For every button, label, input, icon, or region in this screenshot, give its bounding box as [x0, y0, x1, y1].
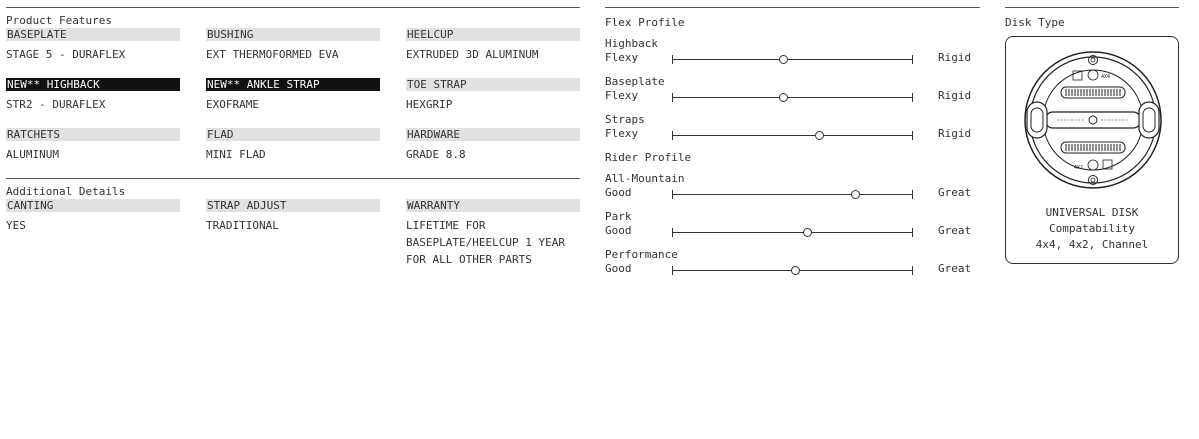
- profile-low-label: Flexy: [605, 89, 639, 102]
- profile-scale-track: [672, 59, 913, 60]
- feature-label: FLAD: [206, 128, 380, 141]
- disk-mark-bottom: 4X2: [1074, 165, 1084, 171]
- product-features-title: Product Features: [6, 14, 112, 27]
- profile-item-name: Baseplate: [605, 75, 665, 88]
- profile-scale-marker: [791, 266, 800, 275]
- profile-scale-track: [672, 97, 913, 98]
- profile-item-name: Park: [605, 210, 632, 223]
- detail-value: [206, 217, 380, 234]
- flex-item-baseplate: [605, 75, 980, 113]
- disk-name: UNIVERSAL DISK: [1045, 206, 1139, 219]
- disk-info: [1006, 205, 1178, 253]
- profiles-section: [605, 7, 980, 286]
- detail-value-line: LIFETIME FOR: [406, 219, 486, 232]
- disk-compat-label: Compatability: [1048, 222, 1136, 235]
- feature-value: ALUMINUM: [6, 148, 59, 161]
- top-divider: [6, 7, 580, 8]
- universal-disk-icon: [1023, 50, 1163, 190]
- profile-item-name: Performance: [605, 248, 678, 261]
- feature-value: GRADE 8.8: [406, 148, 466, 161]
- feature-label: RATCHETS: [6, 128, 180, 141]
- feature-toe-strap: [406, 78, 580, 128]
- feature-value: STAGE 5 - DURAFLEX: [6, 48, 126, 61]
- feature-baseplate: [6, 28, 180, 78]
- profile-high-label: Great: [938, 186, 972, 199]
- detail-value-line: YES: [6, 219, 26, 232]
- profile-scale-marker: [851, 190, 860, 199]
- rider-profile-title: Rider Profile: [605, 151, 692, 164]
- additional-details-grid: [6, 199, 580, 269]
- profile-high-label: Rigid: [938, 51, 972, 64]
- profile-scale-marker: [779, 93, 788, 102]
- feature-value: EXTRUDED 3D ALUMINUM: [406, 48, 539, 61]
- detail-value-line: TRADITIONAL: [206, 219, 279, 232]
- feature-ratchets: [6, 128, 180, 178]
- detail-value: [406, 217, 580, 268]
- top-divider: [1005, 7, 1179, 8]
- feature-label-highlighted: NEW** ANKLE STRAP: [206, 78, 380, 91]
- feature-flad: [206, 128, 380, 178]
- feature-highback: [6, 78, 180, 128]
- rider-profile-list: [605, 172, 980, 286]
- product-features-grid: [6, 28, 580, 178]
- additional-details-section: [6, 179, 580, 269]
- flex-item-highback: [605, 37, 980, 75]
- additional-details-title: Additional Details: [6, 185, 126, 198]
- disk-type-title: Disk Type: [1005, 16, 1065, 29]
- detail-canting: [6, 199, 180, 269]
- rider-item-all-mountain: [605, 172, 980, 210]
- detail-value-line: FOR ALL OTHER PARTS: [406, 253, 532, 266]
- profile-low-label: Good: [605, 186, 632, 199]
- profile-scale-track: [672, 232, 913, 233]
- profile-high-label: Rigid: [938, 127, 972, 140]
- top-divider: [605, 7, 980, 8]
- disk-type-card: [1005, 36, 1179, 264]
- disk-compat-value: 4x4, 4x2, Channel: [1035, 238, 1149, 251]
- profile-low-label: Good: [605, 224, 632, 237]
- feature-heelcup: [406, 28, 580, 78]
- detail-label: WARRANTY: [406, 199, 580, 212]
- feature-ankle-strap: [206, 78, 380, 128]
- rider-item-park: [605, 210, 980, 248]
- rider-item-performance: [605, 248, 980, 286]
- profile-item-name: Highback: [605, 37, 658, 50]
- profile-scale-marker: [779, 55, 788, 64]
- flex-profile-title: Flex Profile: [605, 16, 685, 29]
- feature-label-highlighted: NEW** HIGHBACK: [6, 78, 180, 91]
- feature-label: HARDWARE: [406, 128, 580, 141]
- flex-profile-list: [605, 37, 980, 151]
- profile-scale-marker: [815, 131, 824, 140]
- feature-value: MINI FLAD: [206, 148, 266, 161]
- profile-high-label: Rigid: [938, 89, 972, 102]
- feature-value: HEXGRIP: [406, 98, 453, 111]
- detail-value: [6, 217, 180, 234]
- profile-item-name: Straps: [605, 113, 645, 126]
- feature-value: STR2 - DURAFLEX: [6, 98, 106, 111]
- profile-low-label: Good: [605, 262, 632, 275]
- detail-value-line: BASEPLATE/HEELCUP 1 YEAR: [406, 236, 565, 249]
- profile-item-name: All-Mountain: [605, 172, 685, 185]
- feature-bushing: [206, 28, 380, 78]
- feature-label: HEELCUP: [406, 28, 580, 41]
- feature-label: BASEPLATE: [6, 28, 180, 41]
- feature-label: TOE STRAP: [406, 78, 580, 91]
- profile-scale-marker: [803, 228, 812, 237]
- disk-mark-top: 4X4: [1101, 74, 1111, 80]
- profile-scale-track: [672, 135, 913, 136]
- disk-type-section: [1005, 7, 1179, 264]
- flex-item-straps: [605, 113, 980, 151]
- profile-low-label: Flexy: [605, 51, 639, 64]
- detail-warranty: [406, 199, 580, 269]
- profile-scale-track: [672, 270, 913, 271]
- profile-high-label: Great: [938, 224, 972, 237]
- detail-label: STRAP ADJUST: [206, 199, 380, 212]
- product-features-section: [6, 7, 580, 178]
- profile-low-label: Flexy: [605, 127, 639, 140]
- detail-label: CANTING: [6, 199, 180, 212]
- feature-hardware: [406, 128, 580, 178]
- profile-scale-track: [672, 194, 913, 195]
- feature-value: EXT THERMOFORMED EVA: [206, 48, 339, 61]
- profile-high-label: Great: [938, 262, 972, 275]
- detail-strap-adjust: [206, 199, 380, 269]
- feature-value: EXOFRAME: [206, 98, 259, 111]
- feature-label: BUSHING: [206, 28, 380, 41]
